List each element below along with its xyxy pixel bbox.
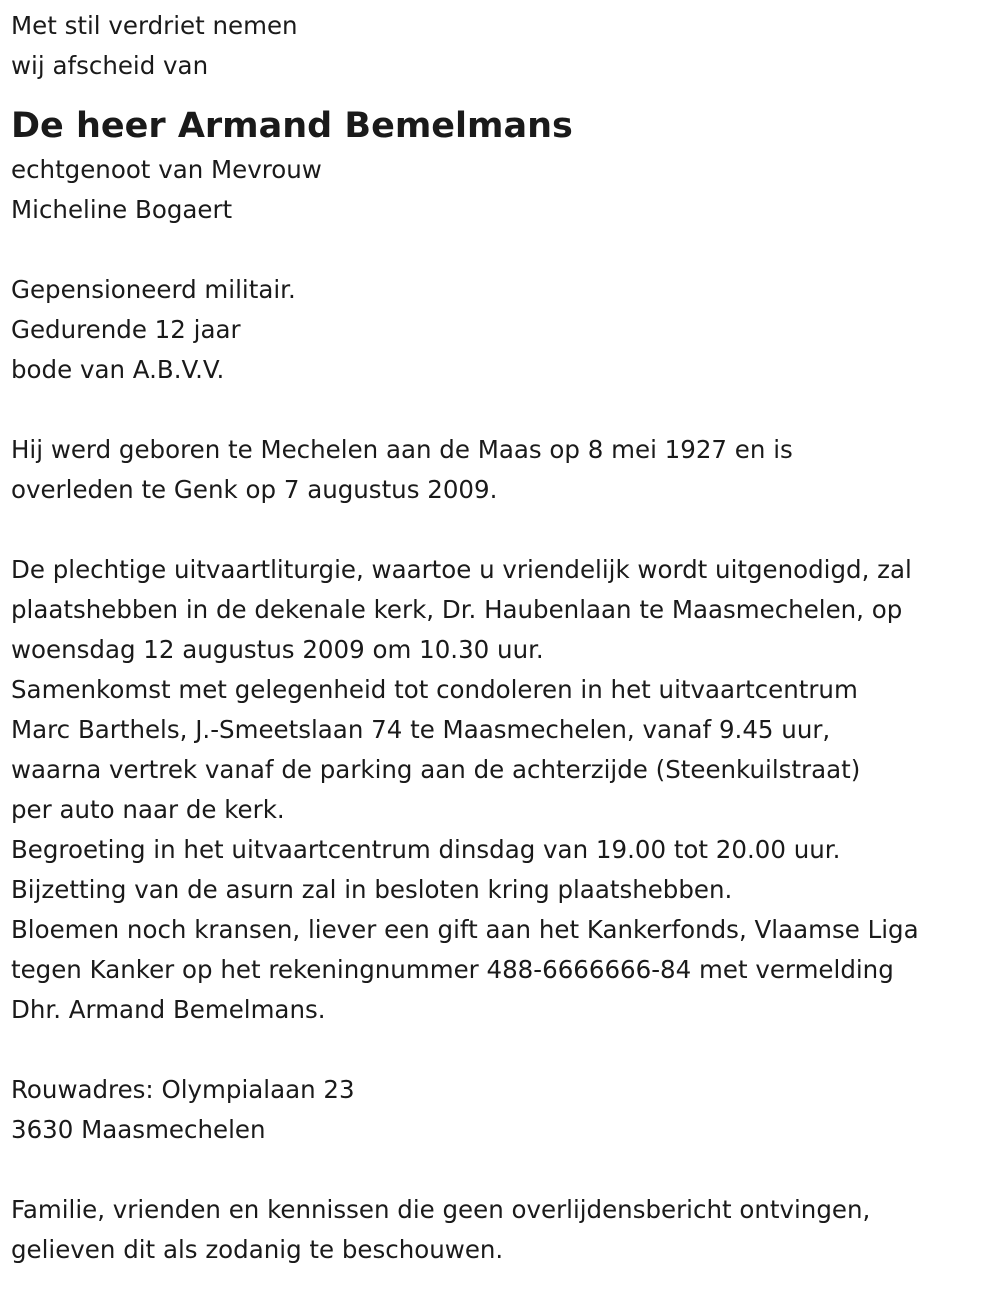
ceremony-line: Marc Barthels, J.-Smeetslaan 74 te Maasmechelen, vanaf 9.45 uur, — [11, 715, 831, 744]
career-block — [11, 270, 996, 390]
ceremony-block — [11, 550, 996, 1030]
intro-line: Met stil verdriet nemen — [11, 11, 298, 40]
deceased-name: De heer Armand Bemelmans — [11, 106, 573, 146]
death-notice — [11, 6, 996, 1270]
spouse-line: Micheline Bogaert — [11, 195, 233, 224]
ceremony-line: woensdag 12 augustus 2009 om 10.30 uur. — [11, 635, 544, 664]
address-block — [11, 1070, 996, 1150]
ceremony-line: Bloemen noch kransen, liever een gift aan het Kankerfonds, Vlaamse Liga — [11, 915, 919, 944]
spacer — [11, 1150, 996, 1190]
ceremony-line: Samenkomst met gelegenheid tot condoleren in het uitvaartcentrum — [11, 675, 858, 704]
career-line: Gepensioneerd militair. — [11, 275, 296, 304]
closing-block — [11, 1190, 996, 1270]
intro-line: wij afscheid van — [11, 51, 209, 80]
spacer — [11, 1030, 996, 1070]
ceremony-line: Dhr. Armand Bemelmans. — [11, 995, 326, 1024]
address-line: Rouwadres: Olympialaan 23 — [11, 1075, 355, 1104]
spacer — [11, 510, 996, 550]
spacer — [11, 230, 996, 270]
ceremony-line: plaatshebben in de dekenale kerk, Dr. Haubenlaan te Maasmechelen, op — [11, 595, 903, 624]
career-line: bode van A.B.V.V. — [11, 355, 225, 384]
address-line: 3630 Maasmechelen — [11, 1115, 266, 1144]
ceremony-line: tegen Kanker op het rekeningnummer 488-6666666-84 met vermelding — [11, 955, 894, 984]
birth-death-line: overleden te Genk op 7 augustus 2009. — [11, 475, 498, 504]
birth-death-block — [11, 430, 996, 510]
intro-block — [11, 6, 996, 86]
ceremony-line: Begroeting in het uitvaartcentrum dinsdag van 19.00 tot 20.00 uur. — [11, 835, 841, 864]
birth-death-line: Hij werd geboren te Mechelen aan de Maas op 8 mei 1927 en is — [11, 435, 793, 464]
ceremony-line: De plechtige uitvaartliturgie, waartoe u vriendelijk wordt uitgenodigd, zal — [11, 555, 912, 584]
closing-line: gelieven dit als zodanig te beschouwen. — [11, 1235, 504, 1264]
closing-line: Familie, vrienden en kennissen die geen overlijdensbericht ontvingen, — [11, 1195, 871, 1224]
ceremony-line: per auto naar de kerk. — [11, 795, 285, 824]
ceremony-line: Bijzetting van de asurn zal in besloten kring plaatshebben. — [11, 875, 733, 904]
ceremony-line: waarna vertrek vanaf de parking aan de achterzijde (Steenkuilstraat) — [11, 755, 861, 784]
career-line: Gedurende 12 jaar — [11, 315, 241, 344]
spouse-line: echtgenoot van Mevrouw — [11, 155, 322, 184]
spouse-block — [11, 150, 996, 230]
spacer — [11, 390, 996, 430]
